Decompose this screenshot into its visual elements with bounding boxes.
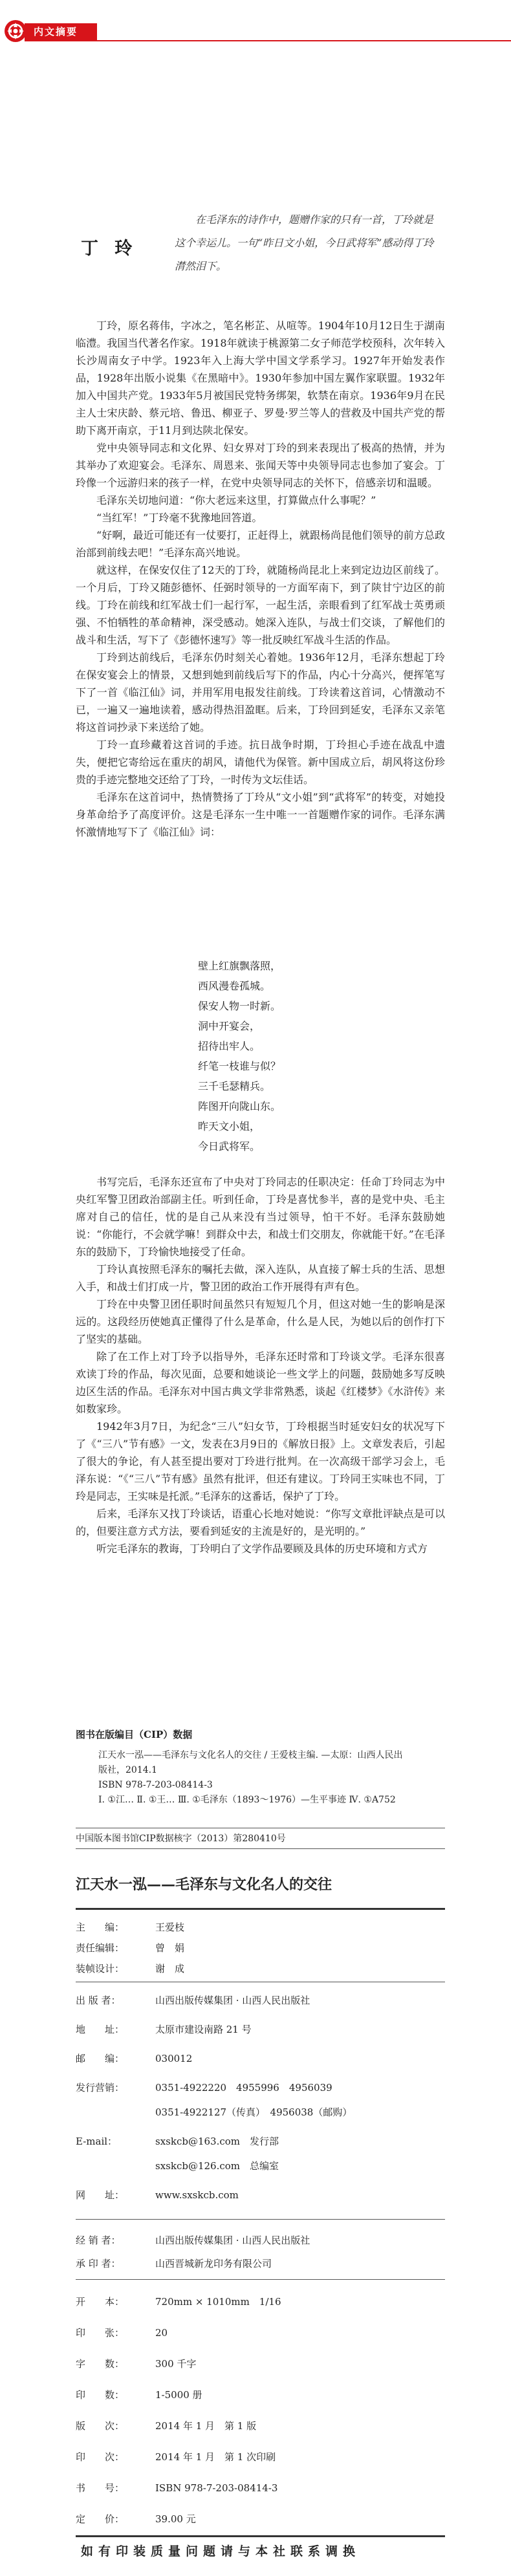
colophon-row [76,2441,445,2473]
colophon-value [155,1958,445,1979]
body-paragraph: 毛泽东关切地问道：“你大老远来这里，打算做点什么事呢？” [96,494,376,506]
body-paragraph: 就这样，在保安仅住了12天的丁玲，就随杨尚昆北上来到定边边区前线了。一个月后，丁玲又随彭德怀、任弼时领导的一方面军南下，到了陕甘宁边区的前线。丁玲在前线和红军战士们一起行军，一起生活，亲眼看到了红军战士英勇顽强、不怕牺牲的革命精神，深受感动。她深入连队，与战士们交谈，了解他们的战斗和生活，写下了《彭德怀速写》等一批反映红军战斗生活的作品。 [76,564,445,646]
colophon-value [155,2348,445,2379]
body-paragraph: 书写完后，毛泽东还宣布了中央对丁玲同志的任职决定：任命丁玲同志为中央红军警卫团政治部副主任。听到任命，丁玲是喜忧参半，喜的是党中央、毛主席对自己的信任，忧的是自己从来没有当过领导，怕干不好。毛泽东鼓励她说：“你能行，不会就学嘛！到群众中去，和战士们交朋友，你就能干好。”在毛泽东的鼓励下，丁玲愉快地接受了任命。 [76,1176,445,1258]
colophon-value-line: 王爱枝 [155,1921,185,1933]
body-paragraph: 丁玲到达前线后，毛泽东仍时刻关心着她。1936年12月，毛泽东想起丁玲在保安宴会上的情景，又想到她到前线后写下的作品，内心十分高兴，便挥笔写下了一首《临江仙》词，并用军用电报发往前线。丁玲读着这首词，心情激动不已，一遍又一遍地读着，感动得热泪盈眶。后来，丁玲回到延安，毛泽东又亲笔将这首词抄录下来送给了她。 [76,651,445,733]
colophon-value [155,2183,445,2207]
poem-line: 昨天文小姐， [198,1120,261,1132]
colophon-value-line: 山西晋城新龙印务有限公司 [155,2258,272,2269]
colophon-label: 邮 编： [76,2053,125,2064]
colophon-row [76,2286,445,2317]
colophon-label: 字 数： [76,2358,125,2370]
divider-rule [76,2219,445,2220]
colophon-value [155,2379,445,2410]
colophon-group [76,1988,445,2212]
colophon-value-line: 1-5000 册 [155,2389,202,2401]
body-paragraph: “好啊，最近可能还有一仗要打，正赶得上，就跟杨尚昆他们领导的前方总政治部到前线去吧！”毛泽东高兴地说。 [76,529,445,559]
quality-notice: 如有印装质量问题请与本社联系调换 [81,2544,361,2559]
poem-line: 三千毛瑟精兵。 [198,1080,271,1092]
chapter-intro: 在毛泽东的诗作中，题赠作家的只有一首，丁玲就是这个幸运儿。一句“昨日文小姐，今日武将军”感动得丁玲潸然泪下。 [175,213,434,272]
cip-entry: Ⅰ. ①江… Ⅱ. ①王… Ⅲ. ①毛泽东（1893～1976）—生平事迹 Ⅳ. ①A752 [98,1795,396,1805]
chapter-title: 丁 玲 [81,239,138,259]
colophon-row [76,2379,445,2410]
colophon-row [76,2183,445,2207]
colophon-row [76,1958,445,1979]
colophon-value-line: 300 千字 [155,2358,197,2370]
poem-line: 招待出牢人。 [198,1040,261,1052]
cip-entry: 江天水一泓——毛泽东与文化名人的交往 / 王爱枝主编. —太原：山西人民出版社，2014.1 [98,1750,403,1775]
colophon-value-line: 曾 娟 [155,1942,185,1954]
colophon-label: 装帧设计： [76,1963,125,1975]
colophon-value-line: 谢 成 [155,1963,185,1975]
colophon-value-line: 20 [155,2327,168,2339]
colophon-group [76,2286,445,2535]
colophon-value [155,2075,445,2125]
body-paragraph: 丁玲在中央警卫团任职时间虽然只有短短几个月，但这对她一生的影响是深远的。这段经历使她真正懂得了什么是革命，什么是人民，为她以后的创作打下了坚实的基础。 [76,1298,445,1345]
body-paragraph: 丁玲，原名蒋伟，字冰之，笔名彬芷、从喧等。1904年10月12日生于湖南临澧。我国当代著名作家。1918年就读于桃源第二女子师范学校预科，次年转入长沙周南女子中学。1923年入上海大学中国文学系学习。1927年开始发表作品，1928年出版小说集《在黑暗中》。1930年参加中国左翼作家联盟。1932年加入中国共产党。1933年5月被国民党特务绑架，软禁在南京。1936年9月在民主人士宋庆龄、蔡元培、鲁迅、柳亚子、罗曼·罗兰等人的营救及中国共产党的帮助下离开南京，于11月到达陕北保安。 [76,319,445,437]
body-paragraph: 党中央领导同志和文化界、妇女界对丁玲的到来表现出了极高的热情，并为其举办了欢迎宴会。毛泽东、周恩来、张闻天等中央领导同志也参加了宴会。丁玲像一个远游归来的孩子一样，在党中央领导同志的关怀下，倍感亲切和温暖。 [76,442,445,489]
poem-line: 纤笔一枝谁与似？ [198,1060,281,1072]
colophon-label: E-mail： [76,2136,118,2147]
colophon-label: 印 张： [76,2327,125,2339]
colophon-label: 印 次： [76,2451,125,2463]
body-after-poem [76,1173,445,1557]
colophon-row [76,2348,445,2379]
body-paragraph: 听完毛泽东的教诲，丁玲明白了文学作品要顾及具体的历史环境和方式方 [96,1542,428,1555]
emblem-icon [4,19,27,43]
colophon-label: 承 印 者： [76,2258,121,2269]
colophon-value-line: 030012 [155,2053,193,2064]
divider-rule-thick [76,2535,445,2537]
body-paragraph: 丁玲认真按照毛泽东的嘱托去做，深入连队，从直接了解士兵的生活、思想入手，和战士们打成一片，警卫团的政治工作开展得有声有色。 [76,1263,445,1293]
cip-entries [98,1748,409,1808]
colophon-label: 发行营销： [76,2082,125,2094]
cip-record-number: 中国版本图书馆CIP数据核字（2013）第280410号 [76,1834,286,1844]
colophon-value [155,2129,445,2178]
colophon-value-line: www.sxskcb.com [155,2189,239,2201]
poem-line: 壁上红旗飘落照， [198,960,281,972]
colophon-label: 地 址： [76,2024,125,2035]
colophon-value-line: sxskcb@126.com 总编室 [155,2160,279,2172]
body-paragraph: 1942年3月7日，为纪念“三八”妇女节，丁玲根据当时延安妇女的状况写下了《“三八”节有感》一文，发表在3月9日的《解放日报》上。文章发表后，引起了很大的争论，有人甚至提出要对丁玲进行批判。在一次高级干部学习会上，毛泽东说：“《“三八”节有感》虽然有批评，但还有建议。丁玲同王实味也不同，丁玲是同志，王实味是托派。”毛泽东的这番话，保护了丁玲。 [76,1420,445,1502]
poem-line: 保安人物一时新。 [198,1000,281,1012]
colophon-value [155,2473,445,2504]
colophon-value [155,2252,445,2275]
colophon-group [76,1917,445,1979]
colophon-label: 经 销 者： [76,2235,121,2246]
poem-line: 今日武将军。 [198,1140,261,1153]
poem-block [198,956,281,1156]
body-paragraph: 除了在工作上对丁玲予以指导外，毛泽东还时常和丁玲谈文学。毛泽东很喜欢读丁玲的作品，每次见面，总要和她谈论一些文学上的问题，鼓励她多写反映边区生活的作品。毛泽东对中国古典文学非常熟悉，谈起《红楼梦》《水浒传》来如数家珍。 [76,1350,445,1415]
body-before-poem [76,317,445,841]
colophon-row [76,2075,445,2125]
colophon-row [76,2046,445,2071]
divider-rule [76,1848,445,1849]
colophon-value [155,2441,445,2473]
colophon-label: 版 次： [76,2420,125,2432]
divider-rule [76,2279,445,2280]
colophon-row [76,2473,445,2504]
colophon-row [76,2252,445,2275]
colophon-label: 网 址： [76,2189,125,2201]
colophon-row [76,2504,445,2535]
colophon-value-line: 山西出版传媒集团 · 山西人民出版社 [155,1995,310,2006]
colophon-label: 书 号： [76,2482,125,2494]
book-title: 江天水一泓——毛泽东与文化名人的交往 [76,1876,332,1893]
colophon-label: 开 本： [76,2296,125,2308]
colophon-value-line: 0351-4922127（传真） 4956038（邮购） [155,2106,353,2118]
colophon-value-line: sxskcb@163.com 发行部 [155,2136,279,2147]
colophon-label: 定 价： [76,2513,125,2525]
colophon-value [155,2286,445,2317]
colophon-label: 责任编辑： [76,1942,125,1954]
body-paragraph: 丁玲一直珍藏着这首词的手迹。抗日战争时期，丁玲担心手迹在战乱中遗失，便把它寄给远在重庆的胡风，请他代为保管。新中国成立后，胡风将这份珍贵的手迹完整地交还给了丁玲，一时传为文坛佳话。 [76,739,445,786]
colophon-value-line: 山西出版传媒集团 · 山西人民出版社 [155,2235,310,2246]
colophon-value-line: 720mm × 1010mm 1/16 [155,2296,281,2308]
colophon-row [76,1938,445,1958]
colophon-row [76,2410,445,2441]
colophon-value-line: 39.00 元 [155,2513,196,2525]
colophon-value [155,2046,445,2071]
colophon-row [76,2229,445,2252]
colophon-row [76,2129,445,2178]
cip-entry: ISBN 978-7-203-08414-3 [98,1780,213,1790]
colophon-row [76,1917,445,1938]
colophon-value [155,1938,445,1958]
poem-line: 阵图开向陇山东。 [198,1100,281,1112]
colophon-value-line: ISBN 978-7-203-08414-3 [155,2482,278,2494]
colophon-value-line: 太原市建设南路 21 号 [155,2024,252,2035]
colophon-value-line: 0351-4922220 4955996 4956039 [155,2082,332,2094]
body-paragraph: 毛泽东在这首词中，热情赞扬了丁玲从“文小姐”到“武将军”的转变，对她投身革命给予了高度评价。这是毛泽东一生中唯一一首题赠作家的词作。毛泽东满怀激情地写下了《临江仙》词： [76,791,445,838]
colophon-label: 印 数： [76,2389,125,2401]
cip-heading: 图书在版编目（CIP）数据 [76,1729,193,1740]
colophon-group [76,2229,445,2275]
colophon-row [76,1988,445,2013]
poem-line: 西风漫卷孤城。 [198,980,271,992]
colophon-label: 出 版 者： [76,1995,121,2006]
colophon-value-line: 2014 年 1 月 第 1 次印刷 [155,2451,276,2463]
colophon-value [155,2229,445,2252]
body-paragraph: 后来，毛泽东又找丁玲谈话，语重心长地对她说：“你写文章批评缺点是可以的，但要注意方式方法，要看到延安的主流是好的，是光明的。” [76,1508,445,1537]
body-paragraph: “当红军！”丁玲毫不犹豫地回答道。 [96,512,263,524]
colophon-row [76,2017,445,2042]
colophon-value [155,1917,445,1938]
colophon-value [155,2317,445,2348]
divider-rule-thick [76,1908,445,1910]
colophon-value [155,2504,445,2535]
colophon-value [155,2410,445,2441]
colophon-value-line: 2014 年 1 月 第 1 版 [155,2420,257,2432]
section-label: 内文摘要 [25,23,97,40]
colophon-value [155,2017,445,2042]
header-rule [25,40,511,41]
poem-line: 洞中开宴会， [198,1020,261,1032]
colophon-row [76,2317,445,2348]
colophon-value [155,1988,445,2013]
colophon-label: 主 编： [76,1921,125,1933]
